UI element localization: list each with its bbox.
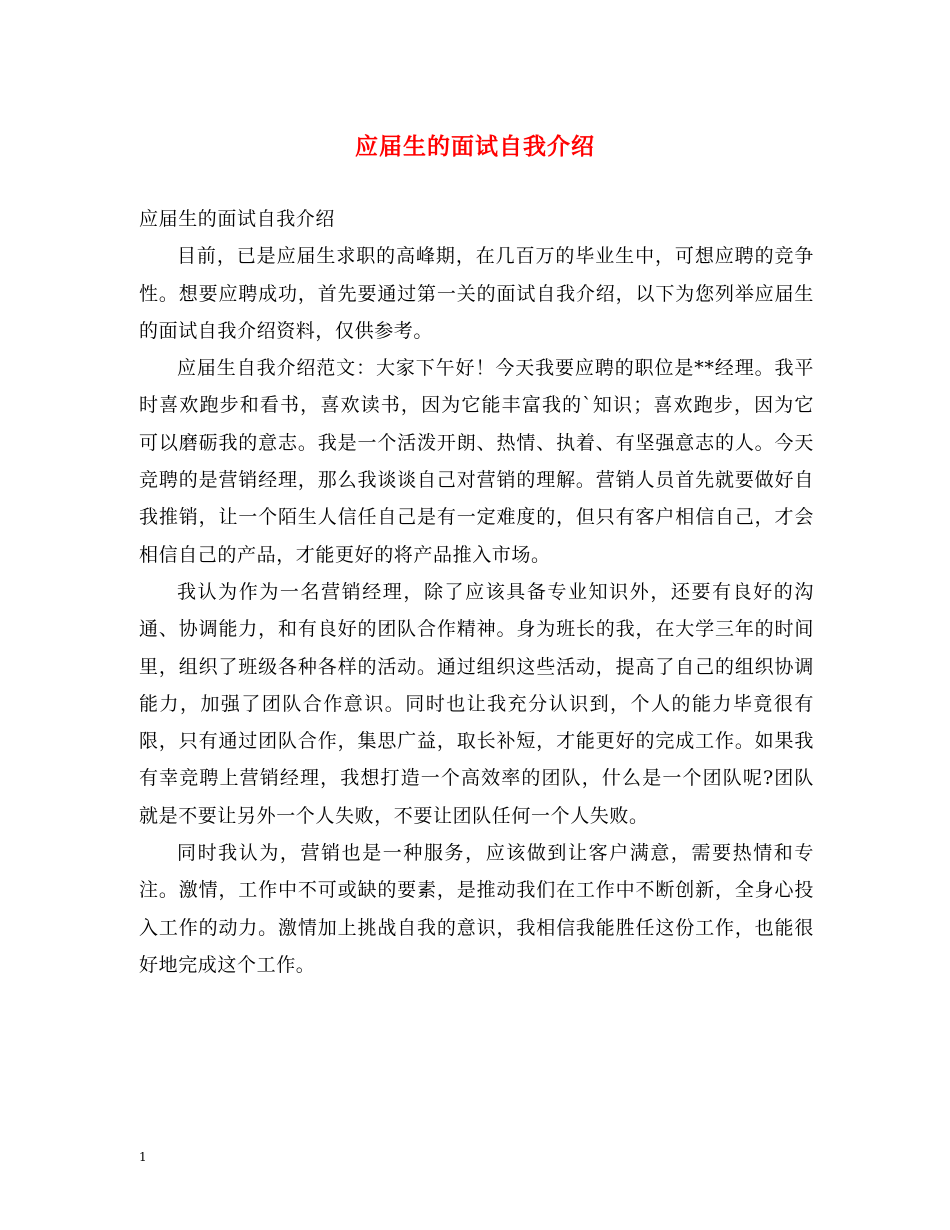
paragraph-intro: 目前，已是应届生求职的高峰期，在几百万的毕业生中，可想应聘的竞争性。想要应聘成功，首先要通过第一关的面试自我介绍，以下为您列举应届生的面试自我介绍资料，仅供参考。 [139, 245, 814, 342]
document-body [139, 201, 814, 984]
page-number: 1 [139, 1150, 147, 1164]
paragraph-sample: 应届生自我介绍范文：大家下午好！今天我要应聘的职位是**经理。我平时喜欢跑步和看书，喜欢读书，因为它能丰富我的`知识；喜欢跑步，因为它可以磨砺我的意志。我是一个活泼开朗、热情、执着、有坚强意志的人。今天竞聘的是营销经理，那么我谈谈自己对营销的理解。营销人员首先就要做好自我推销，让一个陌生人信任自己是有一定难度的，但只有客户相信自己，才会相信自己的产品，才能更好的将产品推入市场。 [139, 357, 814, 566]
paragraph-service: 同时我认为，营销也是一种服务，应该做到让客户满意，需要热情和专注。激情，工作中不可或缺的要素，是推动我们在工作中不断创新，全身心投入工作的动力。激情加上挑战自我的意识，我相信我能胜任这份工作，也能很好地完成这个工作。 [139, 842, 814, 976]
paragraph-teamwork: 我认为作为一名营销经理，除了应该具备专业知识外，还要有良好的沟通、协调能力，和有良好的团队合作精神。身为班长的我，在大学三年的时间里，组织了班级各种各样的活动。通过组织这些活动，提高了自己的组织协调能力，加强了团队合作意识。同时也让我充分认识到，个人的能力毕竟很有限，只有通过团队合作，集思广益，取长补短，才能更好的完成工作。如果我有幸竞聘上营销经理，我想打造一个高效率的团队，什么是一个团队呢?团队就是不要让另外一个人失败，不要让团队任何一个人失败。 [139, 580, 814, 827]
document-subtitle: 应届生的面试自我介绍 [139, 208, 336, 230]
document-title: 应届生的面试自我介绍 [355, 133, 595, 160]
